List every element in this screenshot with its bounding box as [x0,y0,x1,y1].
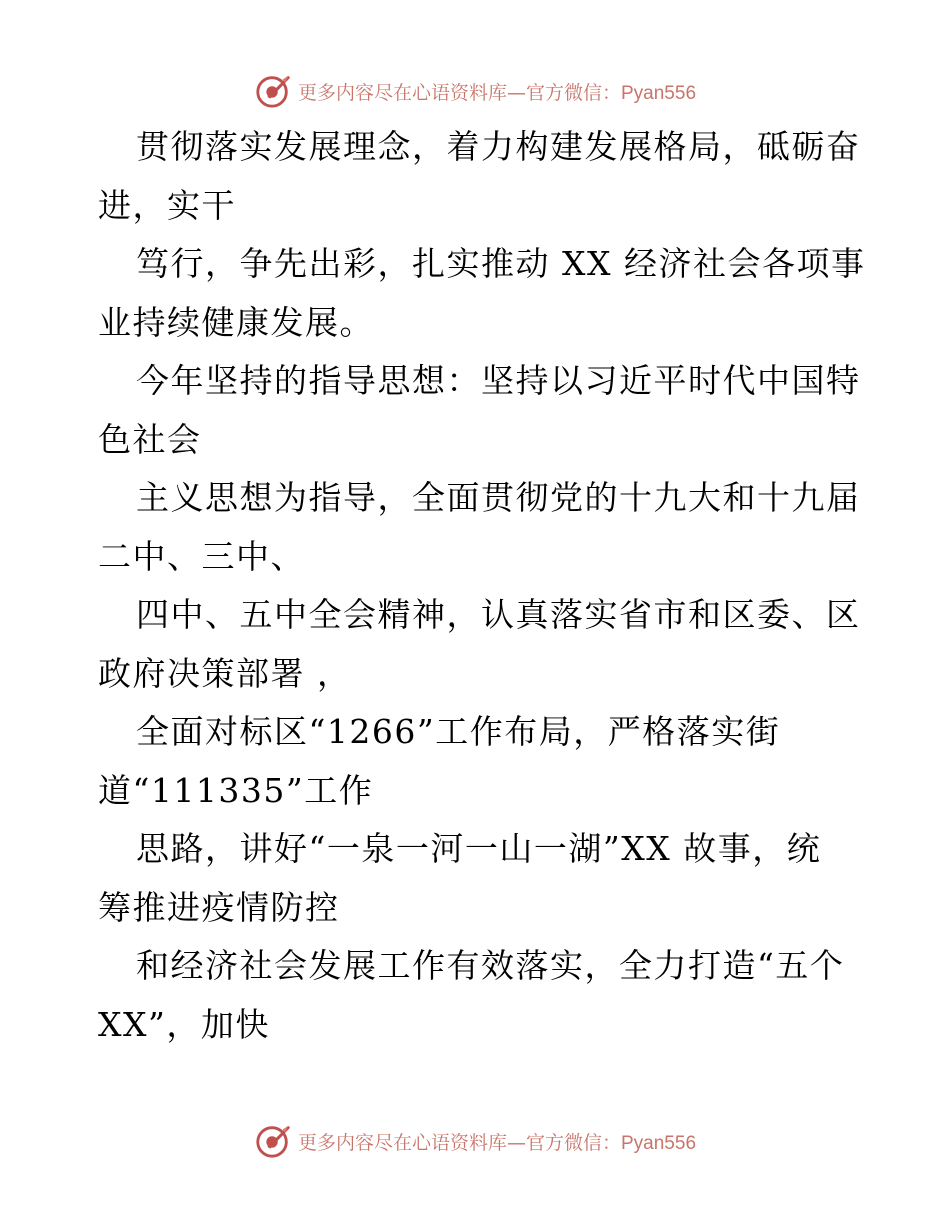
watermark-separator: — [507,1131,526,1154]
watermark-separator: — [507,81,526,104]
paragraph-line: 四中、五中全会精神，认真落实省市和区委、区 [136,595,861,634]
quill-logo-icon [254,1122,292,1160]
watermark-contact: 官方微信：Pyan556 [526,1132,697,1154]
paragraph-line: 业持续健康发展。 [98,302,374,342]
paragraph-line: 笃行，争先出彩，扎实推动 XX 经济社会各项事 [136,244,866,283]
watermark-text: 更多内容尽在心语资料库 [297,1131,507,1154]
watermark-text: 更多内容尽在心语资料库 [297,81,507,104]
paragraph-line: 色社会 [98,419,202,459]
paragraph-line: 二中、三中、 [98,536,305,576]
paragraph-line: 进，实干 [98,185,236,225]
quill-logo-icon [254,72,292,110]
paragraph-line: 今年坚持的指导思想：坚持以习近平时代中国特 [136,361,861,400]
paragraph-line: 主义思想为指导，全面贯彻党的十九大和十九届 [136,478,861,517]
paragraph-line: 全面对标区“1266”工作布局，严格落实街 [136,712,781,751]
paragraph-line: 筹推进疫情防控 [98,887,340,927]
paragraph-line: 和经济社会发展工作有效落实，全力打造“五个 [136,946,845,985]
document-body [98,118,866,1054]
paragraph-line: 贯彻落实发展理念，着力构建发展格局，砥砺奋 [136,127,861,166]
paragraph-line: XX”，加快 [98,1004,270,1044]
footer-watermark [0,1122,950,1160]
paragraph-line: 思路，讲好“一泉一河一山一湖”XX 故事，统 [136,829,822,868]
paragraph-line: 道“111335”工作 [98,770,374,810]
paragraph-line: 政府决策部署 ， [98,653,352,693]
header-watermark [0,72,950,110]
watermark-contact: 官方微信：Pyan556 [526,82,697,104]
